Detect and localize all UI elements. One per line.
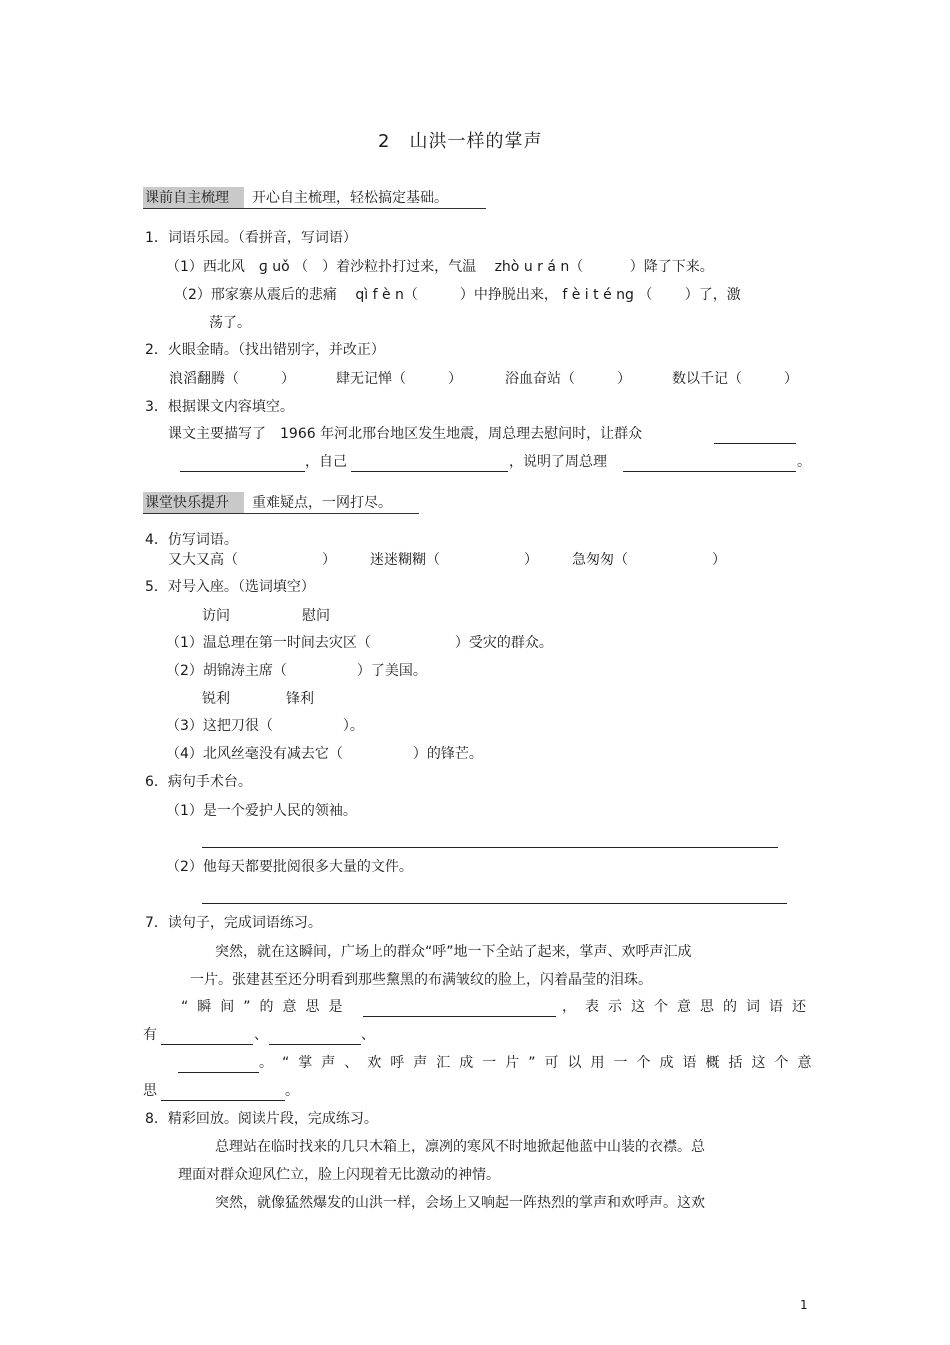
question-3-text: 。 [797,454,811,470]
question-1-line-2: （2）邢家寨从震后的悲痛 qì f è n（ ）中挣脱出来， f è i t é ng （ ）了，激 [174,287,741,303]
question-5-sentence-1: （1）温总理在第一时间去灾区（ ）受灾的群众。 [166,635,553,651]
passage-line: 总理站在临时找来的几只木箱上，凛冽的寒风不时地掀起他蓝中山装的衣襟。总 [215,1139,705,1155]
answer-line[interactable] [202,847,778,848]
answer-line[interactable] [202,903,787,904]
question-7-text: 有 [143,1027,157,1043]
question-4-item: 又大又高（ ） [168,552,336,568]
question-1-line-1: （1）西北风 ɡ uǒ （ ）着沙粒扑打过来，气温 zhò u r á n（ ）降了下来。 [166,259,714,275]
page-number: 1 [800,1298,808,1312]
question-1-line-3: 荡了。 [209,315,251,331]
answer-blank[interactable] [623,471,796,472]
question-4-item: 急匆匆（ ） [572,552,726,568]
word-choice: 锐利 [202,691,230,707]
question-3-text: ，说明了周总理 [509,454,607,470]
passage-line: 理面对群众迎风伫立，脸上闪现着无比激动的神情。 [178,1167,500,1183]
section-tab-in-class: 课堂快乐提升 [143,492,244,514]
question-4-item: 迷迷糊糊（ ） [370,552,538,568]
question-6-sentence-1: （1）是一个爱护人民的领袖。 [166,803,357,819]
question-6-heading: 6．病句手术台。 [145,774,252,790]
question-4-heading: 4．仿写词语。 [145,532,238,548]
question-2-item: 浴血奋站（ ） [505,371,631,387]
word-choice: 访问 [202,608,230,624]
question-2-heading: 2．火眼金睛。（找出错别字，并改正） [145,342,385,358]
section-subtitle-pre-class: 开心自主梳理，轻松搞定基础。 [244,187,486,209]
question-5-sentence-3: （3）这把刀很（ ）。 [166,718,364,734]
question-7-text: “瞬间”的意思是 [181,999,352,1015]
question-7-text: ，表示这个意思的词语还 [562,999,815,1015]
question-2-item: 浪滔翻腾（ ） [169,371,295,387]
question-3-text: ，自己 [305,454,347,470]
answer-blank[interactable] [161,1044,253,1045]
answer-blank[interactable] [714,443,796,444]
question-8-heading: 8．精彩回放。阅读片段，完成练习。 [145,1111,378,1127]
section-subtitle-in-class: 重难疑点，一网打尽。 [244,492,419,514]
question-1-heading: 1．词语乐园。（看拼音，写词语） [145,230,357,246]
question-7-text: 思 [143,1083,157,1099]
question-7-text: 、 [254,1027,268,1043]
word-choice: 慰问 [302,608,330,624]
answer-blank[interactable] [351,471,508,472]
question-3-heading: 3．根据课文内容填空。 [145,399,294,415]
question-2-item: 数以千记（ ） [672,371,798,387]
question-7-text: 。“掌声、欢呼声汇成一片”可以用一个成语概括这个意 [259,1055,821,1071]
question-5-sentence-4: （4）北风丝毫没有减去它（ ）的锋芒。 [166,746,483,762]
passage-line: 一片。张建甚至还分明看到那些黧黑的布满皱纹的脸上，闪着晶莹的泪珠。 [190,972,652,988]
passage-line: 突然，就在这瞬间，广场上的群众“呼”地一下全站了起来，掌声、欢呼声汇成 [215,944,692,960]
answer-blank[interactable] [269,1044,361,1045]
question-7-text: 、 [361,1027,375,1043]
question-5-sentence-2: （2）胡锦涛主席（ ）了美国。 [166,663,427,679]
question-7-text: 。 [285,1083,299,1099]
question-6-sentence-2: （2）他每天都要批阅很多大量的文件。 [166,859,413,875]
passage-line: 突然，就像猛然爆发的山洪一样，会场上又响起一阵热烈的掌声和欢呼声。这欢 [215,1195,705,1211]
answer-blank[interactable] [161,1100,285,1101]
question-7-heading: 7．读句子，完成词语练习。 [145,915,322,931]
answer-blank[interactable] [178,1072,259,1073]
section-tab-pre-class: 课前自主梳理 [143,187,244,209]
question-3-line-1: 课文主要描写了 1966 年河北邢台地区发生地震，周总理去慰问时，让群众 [168,426,643,442]
answer-blank[interactable] [180,471,305,472]
answer-blank[interactable] [363,1016,556,1017]
page-title: 2 山洪一样的掌声 [378,131,543,152]
question-5-heading: 5．对号入座。（选词填空） [145,579,315,595]
question-2-item: 肆无记惮（ ） [336,371,462,387]
word-choice: 锋利 [286,691,314,707]
